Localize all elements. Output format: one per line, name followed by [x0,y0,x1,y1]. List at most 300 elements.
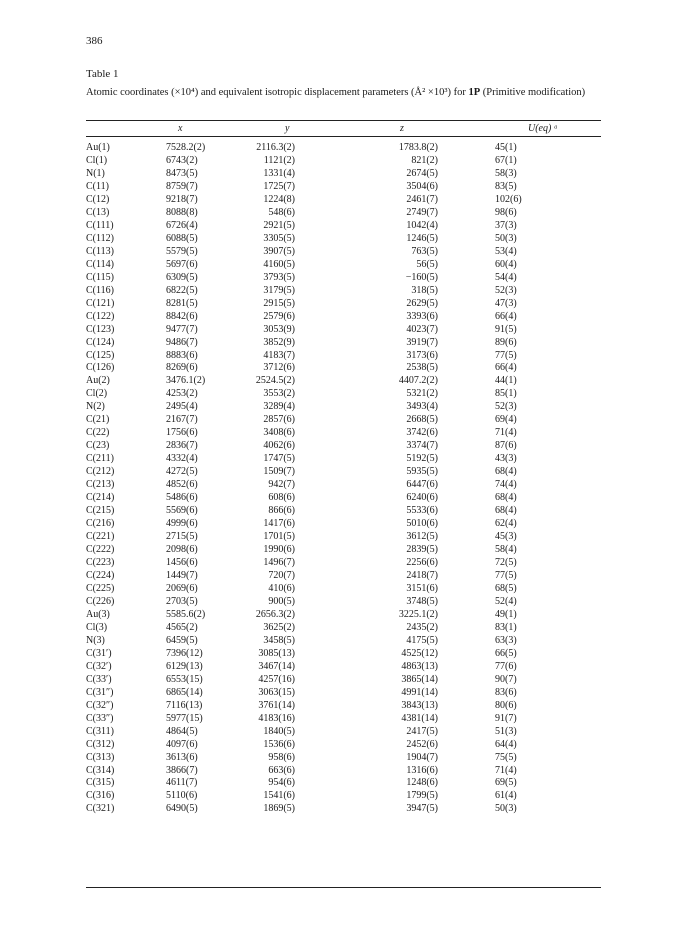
atom-cell: C(212) [86,466,115,478]
z-cell: 4525(12) [401,647,438,659]
y-cell: 3712(6) [263,362,295,374]
x-cell: 7396(12) [166,647,203,659]
table-row [86,180,601,193]
y-cell: 3907(5) [263,245,295,257]
table-row [86,232,601,245]
ueq-cell: 52(3) [495,401,517,413]
z-cell: 821(2) [411,154,438,166]
y-cell: 3063(15) [258,686,295,698]
x-cell: 9477(7) [166,323,198,335]
table-row [86,387,601,400]
table-row [86,141,601,154]
atom-cell: C(123) [86,323,115,335]
z-cell: 3865(14) [401,673,438,685]
ueq-cell: 60(4) [495,258,517,270]
x-cell: 8759(7) [166,180,198,192]
x-cell: 8473(5) [166,167,198,179]
atom-cell: Au(2) [86,375,110,387]
z-cell: 3748(5) [406,595,438,607]
z-cell: 2839(5) [406,544,438,556]
y-cell: 3458(5) [263,634,295,646]
table-row [86,582,601,595]
ueq-cell: 53(4) [495,245,517,257]
ueq-cell: 91(5) [495,323,517,335]
ueq-cell: 66(4) [495,362,517,374]
ueq-cell: 63(3) [495,634,517,646]
table-row [86,556,601,569]
atom-cell: C(31′) [86,647,112,659]
ueq-cell: 45(1) [495,142,517,153]
z-cell: 5192(5) [406,453,438,465]
ueq-cell: 87(6) [495,440,517,452]
y-cell: 3289(4) [263,401,295,413]
y-cell: 1701(5) [263,531,295,543]
atom-cell: N(2) [86,401,105,413]
y-cell: 3793(5) [263,271,295,283]
x-cell: 4864(5) [166,725,198,737]
table-row [86,413,601,426]
x-cell: 7116(13) [166,699,203,711]
x-cell: 6553(15) [166,673,203,685]
table-row [86,491,601,504]
atom-cell: C(12) [86,193,110,205]
ueq-cell: 83(1) [495,621,517,633]
ueq-cell: 68(4) [495,492,517,504]
page-number: 386 [86,35,103,47]
caption-suffix: (Primitive modification) [480,87,586,98]
z-cell: 1904(7) [406,751,438,763]
y-cell: 2921(5) [263,219,295,231]
table-row [86,608,601,621]
x-cell: 2495(4) [166,401,198,413]
y-cell: 2524.5(2) [255,375,295,387]
ueq-cell: 80(6) [495,699,517,711]
x-cell: 6129(13) [166,660,203,672]
table-row [86,374,601,387]
x-cell: 5579(5) [166,245,198,257]
ueq-cell: 51(3) [495,725,517,737]
table-top-rule [86,120,601,121]
ueq-cell: 61(4) [495,790,517,802]
atom-cell: C(125) [86,349,115,361]
y-cell: 548(6) [268,206,295,218]
z-cell: 2674(5) [406,167,438,179]
x-cell: 2836(7) [166,440,198,452]
z-cell: 3173(6) [406,349,438,361]
x-cell: 6822(5) [166,284,198,296]
x-cell: 2098(6) [166,544,198,556]
atom-cell: C(23) [86,440,110,452]
table-row [86,660,601,673]
ueq-cell: 45(3) [495,531,517,543]
ueq-cell: 47(3) [495,297,517,309]
z-cell: 2452(6) [406,738,438,750]
z-cell: 3393(6) [406,310,438,322]
table-row [86,751,601,764]
table-row [86,673,601,686]
ueq-cell: 90(7) [495,673,517,685]
x-cell: 6459(5) [166,634,198,646]
atom-cell: Cl(1) [86,154,108,166]
z-cell: 1246(5) [406,232,438,244]
table-row [86,517,601,530]
table-bottom-rule [86,887,601,888]
z-cell: 5010(6) [406,518,438,530]
z-cell: 3374(7) [406,440,438,452]
atom-cell: C(221) [86,531,115,543]
table-row [86,543,601,556]
z-cell: 4023(7) [406,323,438,335]
z-cell: 2538(5) [406,362,438,374]
ueq-cell: 71(4) [495,427,517,439]
y-cell: 3408(6) [263,427,295,439]
y-cell: 1747(5) [263,453,295,465]
atom-cell: C(124) [86,336,115,348]
y-cell: 3467(14) [258,660,295,672]
z-cell: 3225.1(2) [398,608,438,620]
atom-cell: C(122) [86,310,115,322]
atom-cell: C(33″) [86,712,114,724]
x-cell: 3866(7) [166,764,198,776]
atom-cell: C(22) [86,427,110,439]
table-row [86,764,601,777]
atom-cell: C(216) [86,518,115,530]
atom-cell: C(11) [86,180,109,192]
atom-cell: Au(3) [86,608,110,620]
y-cell: 4160(5) [263,258,295,270]
y-cell: 2915(5) [263,297,295,309]
y-cell: 3625(2) [263,621,295,633]
ueq-cell: 64(4) [495,738,517,750]
x-cell: 4332(4) [166,453,198,465]
x-cell: 8842(6) [166,310,198,322]
ueq-cell: 37(3) [495,219,517,231]
z-cell: 1799(5) [406,790,438,802]
atom-cell: C(311) [86,725,114,737]
atom-cell: C(114) [86,258,114,270]
table-row [86,284,601,297]
table-row [86,167,601,180]
y-cell: 954(6) [268,777,295,789]
y-cell: 410(6) [268,582,295,594]
table-body [86,141,601,815]
x-cell: 3476.1(2) [166,375,206,387]
ueq-cell: 74(4) [495,479,517,491]
z-cell: 4381(14) [401,712,438,724]
y-cell: 1417(6) [263,518,295,530]
ueq-cell: 83(5) [495,180,517,192]
y-cell: 3852(9) [263,336,295,348]
y-cell: 4257(16) [258,673,295,685]
ueq-cell: 67(1) [495,154,517,166]
table-row [86,206,601,219]
z-cell: 1248(6) [406,777,438,789]
z-cell: 4175(5) [406,634,438,646]
y-cell: 1840(5) [263,725,295,737]
table-row [86,452,601,465]
atom-cell: C(223) [86,557,115,568]
x-cell: 5569(6) [166,505,198,517]
table-header-rule [86,136,601,137]
table-row [86,193,601,206]
table-row [86,802,601,815]
y-cell: 1541(6) [263,790,295,802]
x-cell: 8883(6) [166,349,198,361]
atom-cell: C(315) [86,777,115,789]
table-row [86,712,601,725]
z-cell: 1042(4) [406,219,438,231]
atom-cell: C(32″) [86,699,114,711]
y-cell: 663(6) [268,764,295,776]
table-row [86,776,601,789]
table-row [86,400,601,413]
ueq-cell: 83(6) [495,686,517,698]
x-cell: 1449(7) [166,569,198,581]
y-cell: 4183(7) [263,349,295,361]
atom-cell: C(112) [86,232,114,244]
x-cell: 6088(5) [166,232,198,244]
ueq-cell: 68(4) [495,466,517,478]
table-row [86,154,601,167]
x-cell: 5110(6) [166,790,198,802]
atom-cell: C(113) [86,245,114,257]
ueq-cell: 77(6) [495,660,517,672]
z-cell: 2749(7) [406,206,438,218]
column-header-z: z [400,123,404,134]
table-row [86,349,601,362]
y-cell: 1331(4) [263,167,295,179]
caption-compound: 1P [468,87,481,98]
y-cell: 4062(6) [263,440,295,452]
z-cell: 1316(6) [406,764,438,776]
y-cell: 1725(7) [263,180,295,192]
ueq-cell: 75(5) [495,751,517,763]
z-cell: 763(5) [411,245,438,257]
table-row [86,323,601,336]
y-cell: 942(7) [268,479,295,491]
ueq-cell: 102(6) [495,193,522,205]
x-cell: 6743(2) [166,154,198,166]
table-row [86,738,601,751]
z-cell: 56(5) [416,258,438,270]
y-cell: 900(5) [268,595,295,607]
z-cell: 6240(6) [406,492,438,504]
ueq-cell: 72(5) [495,557,517,568]
y-cell: 1496(7) [263,557,295,568]
column-header-x: x [178,123,183,134]
table-row [86,258,601,271]
atom-cell: N(1) [86,167,105,179]
y-cell: 3053(9) [263,323,295,335]
atom-cell: C(21) [86,414,110,426]
atom-cell: C(115) [86,271,114,283]
x-cell: 5585.6(2) [166,608,206,620]
x-cell: 5977(15) [166,712,203,724]
atom-cell: C(225) [86,582,115,594]
ueq-cell: 68(4) [495,505,517,517]
y-cell: 866(6) [268,505,295,517]
y-cell: 3305(5) [263,232,295,244]
table-row [86,297,601,310]
atom-cell: C(213) [86,479,115,491]
table-row [86,595,601,608]
atom-cell: C(313) [86,751,115,763]
ueq-cell: 54(4) [495,271,517,283]
ueq-cell: 58(4) [495,544,517,556]
x-cell: 8281(5) [166,297,198,309]
z-cell: 2461(7) [406,193,438,205]
table-row [86,621,601,634]
column-header-y: y [285,123,290,134]
z-cell: 3504(6) [406,180,438,192]
atom-cell: C(32′) [86,660,112,672]
atom-cell: C(211) [86,453,114,465]
atom-cell: C(116) [86,284,114,296]
atom-cell: C(215) [86,505,115,517]
y-cell: 1869(5) [263,803,295,815]
atom-cell: Au(1) [86,142,110,153]
atom-cell: C(316) [86,790,115,802]
table-row [86,336,601,349]
x-cell: 1756(6) [166,427,198,439]
atom-cell: C(126) [86,362,115,374]
x-cell: 9486(7) [166,336,198,348]
x-cell: 2703(5) [166,595,198,607]
table-row [86,569,601,582]
ueq-cell: 77(5) [495,569,517,581]
table-caption [86,86,606,100]
z-cell: 5321(2) [406,388,438,400]
z-cell: 5533(6) [406,505,438,517]
atom-cell: C(111) [86,219,114,231]
z-cell: 2629(5) [406,297,438,309]
x-cell: 6490(5) [166,803,198,815]
table-row [86,504,601,517]
table-label: Table 1 [86,68,119,80]
x-cell: 6726(4) [166,219,198,231]
ueq-cell: 89(6) [495,336,517,348]
y-cell: 958(6) [268,751,295,763]
ueq-cell: 50(3) [495,232,517,244]
x-cell: 4253(2) [166,388,198,400]
ueq-cell: 52(4) [495,595,517,607]
table-row [86,426,601,439]
atom-cell: C(33′) [86,673,112,685]
y-cell: 3085(13) [258,647,295,659]
table-row [86,789,601,802]
y-cell: 1121(2) [263,154,295,166]
x-cell: 1456(6) [166,557,198,568]
ueq-cell: 44(1) [495,375,517,387]
x-cell: 4097(6) [166,738,198,750]
z-cell: 3843(13) [401,699,438,711]
table-row [86,219,601,232]
atom-cell: C(226) [86,595,115,607]
x-cell: 2715(5) [166,531,198,543]
x-cell: 4565(2) [166,621,198,633]
z-cell: 4863(13) [401,660,438,672]
atom-cell: Cl(3) [86,621,108,633]
y-cell: 1536(6) [263,738,295,750]
y-cell: 720(7) [268,569,295,581]
ueq-cell: 66(4) [495,310,517,322]
table-row [86,245,601,258]
ueq-cell: 58(3) [495,167,517,179]
y-cell: 4183(16) [258,712,295,724]
y-cell: 2579(6) [263,310,295,322]
ueq-cell: 52(3) [495,284,517,296]
z-cell: 318(5) [411,284,438,296]
table-row [86,647,601,660]
x-cell: 9218(7) [166,193,198,205]
atom-cell: C(121) [86,297,115,309]
ueq-cell: 43(3) [495,453,517,465]
table-row [86,271,601,284]
z-cell: −160(5) [405,271,438,283]
x-cell: 6865(14) [166,686,203,698]
table-row [86,686,601,699]
x-cell: 8269(6) [166,362,198,374]
y-cell: 3179(5) [263,284,295,296]
z-cell: 6447(6) [406,479,438,491]
y-cell: 1990(6) [263,544,295,556]
y-cell: 3553(2) [263,388,295,400]
table-row [86,530,601,543]
atom-cell: C(214) [86,492,115,504]
z-cell: 3947(5) [406,803,438,815]
x-cell: 7528.2(2) [166,142,206,153]
x-cell: 4272(5) [166,466,198,478]
y-cell: 608(6) [268,492,295,504]
atom-cell: C(222) [86,544,115,556]
x-cell: 4999(6) [166,518,198,530]
table-row [86,439,601,452]
atom-cell: Cl(2) [86,388,108,400]
y-cell: 2857(6) [263,414,295,426]
ueq-cell: 91(7) [495,712,517,724]
atom-cell: C(314) [86,764,115,776]
z-cell: 3493(4) [406,401,438,413]
z-cell: 3742(6) [406,427,438,439]
z-cell: 5935(5) [406,466,438,478]
z-cell: 4407.2(2) [398,375,438,387]
caption-text: Atomic coordinates (×10⁴) and equivalent isotropic displacement parameters (Å² ×10³) for [86,87,469,98]
atom-cell: C(312) [86,738,115,750]
y-cell: 2656.3(2) [255,608,295,620]
ueq-cell: 69(4) [495,414,517,426]
x-cell: 6309(5) [166,271,198,283]
x-cell: 8088(8) [166,206,198,218]
column-header-ueq: U(eq) ᵃ [528,123,558,134]
table-row [86,361,601,374]
atom-cell: C(31″) [86,686,114,698]
ueq-cell: 66(5) [495,647,517,659]
ueq-cell: 68(5) [495,582,517,594]
x-cell: 3613(6) [166,751,198,763]
atom-cell: C(224) [86,569,115,581]
x-cell: 4611(7) [166,777,198,789]
x-cell: 4852(6) [166,479,198,491]
table-row [86,699,601,712]
z-cell: 2256(6) [406,557,438,568]
ueq-cell: 62(4) [495,518,517,530]
atom-cell: N(3) [86,634,105,646]
y-cell: 1509(7) [263,466,295,478]
y-cell: 2116.3(2) [256,142,295,153]
z-cell: 2418(7) [406,569,438,581]
x-cell: 5697(6) [166,258,198,270]
z-cell: 3919(7) [406,336,438,348]
